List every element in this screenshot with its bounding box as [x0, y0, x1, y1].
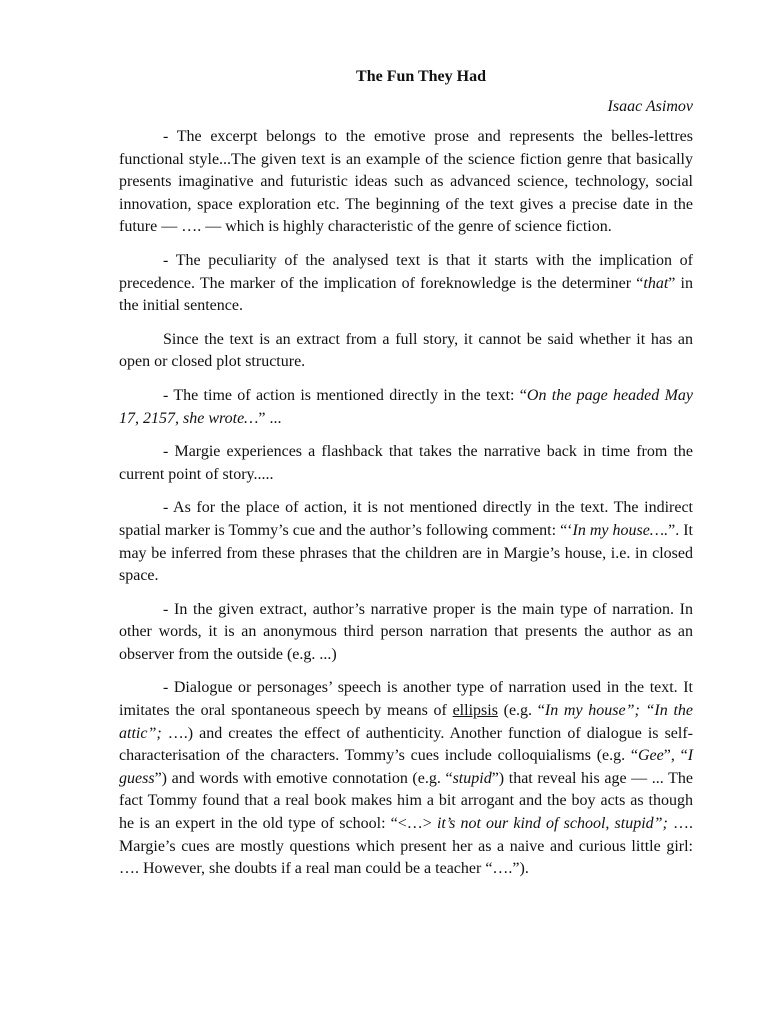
paragraph-p2 — [119, 250, 693, 318]
paragraph-text: - The peculiarity of the analysed text is that it starts with the implication of precedence. The marker of the implication of foreknowledge is the determiner “ — [119, 251, 693, 292]
paragraph-text: - Margie experiences a flashback that takes the narrative back in time from the current point of story..... — [119, 443, 693, 483]
paragraph-text: ” ... — [258, 409, 282, 427]
paragraph-text: ….) and creates the effect of authenticity. Another function of dialogue is self-characterisation of the characters. Tommy’s cues include colloquialisms (e.g. “ — [119, 724, 693, 765]
paragraph-text: ”. It may be inferred from these phrases that the children are in Margie’s house, i.e. in closed space. — [119, 521, 694, 585]
paragraph-text: ”) that reveal his age — ... The fact Tommy found that a real book makes him a bit arrogant and the boy acts as though he is an expert in the old type of school: “<…> — [119, 769, 693, 833]
italic-quote-text: Gee — [637, 747, 664, 765]
paragraph-p3 — [119, 329, 693, 374]
paragraph-text: ” in the initial sentence. — [119, 274, 694, 315]
paragraph-text: Since the text is an extract from a full story, it cannot be said whether it has an open or closed plot structure. — [119, 330, 693, 371]
paragraph-text: …. Margie’s cues are mostly questions which present her as a naive and curious little girl: …. However, she doubts if a real man could be a teacher “….”). — [119, 815, 694, 878]
paragraph-text: - Dialogue or personages’ speech is another type of narration used in the text. It imitates the oral spontaneous speech by means of — [119, 679, 693, 720]
paragraph-text: - In the given extract, author’s narrative proper is the main type of narration. In other words, it is an anonymous third person narration that presents the author as an observer from the outside (e.g. ...) — [119, 600, 693, 663]
paragraph-p1 — [119, 126, 693, 239]
document-title: The Fun They Had — [356, 68, 486, 85]
italic-quote-text: On the page headed May 17, 2157, she wrote… — [119, 386, 693, 427]
italic-quote-text: stupid — [452, 769, 492, 787]
document-body — [119, 126, 693, 881]
italic-quote-text: that — [643, 274, 669, 292]
paragraph-p4 — [119, 385, 693, 430]
italic-quote-text: I guess — [119, 747, 694, 787]
paragraph-p8 — [119, 677, 693, 880]
paragraph-text: - As for the place of action, it is not mentioned directly in the text. The indirect spatial marker is Tommy’s cue and the author’s following comment: “‘ — [119, 499, 693, 539]
paragraph-text: ”, “ — [663, 747, 688, 765]
document-author: Isaac Asimov — [607, 98, 693, 115]
paragraph-p5 — [119, 441, 693, 486]
italic-quote-text: In my house…. — [572, 521, 669, 539]
underlined-term: ellipsis — [452, 702, 498, 720]
paragraph-p7 — [119, 599, 693, 667]
paragraph-p6 — [119, 497, 693, 587]
paragraph-text: (e.g. “ — [497, 702, 545, 720]
paragraph-text: ”) and words with emotive connotation (e.g. “ — [154, 769, 453, 787]
italic-quote-text: In my house”; “In the attic”; — [119, 702, 694, 742]
paragraph-text: - The time of action is mentioned directly in the text: “ — [163, 386, 527, 404]
italic-quote-text: it’s not our kind of school, stupid”; — [436, 815, 668, 833]
paragraph-text: - The excerpt belongs to the emotive prose and represents the belles-lettres functional style...The given text is an example of the science fiction genre that basically presents imaginative and futuristic ideas such as advanced science, technology, social innovation, space exploration etc. The beginning of the text gives a precise date in the future — …. — which is highly characteristic of the genre of science fiction. — [119, 128, 693, 236]
